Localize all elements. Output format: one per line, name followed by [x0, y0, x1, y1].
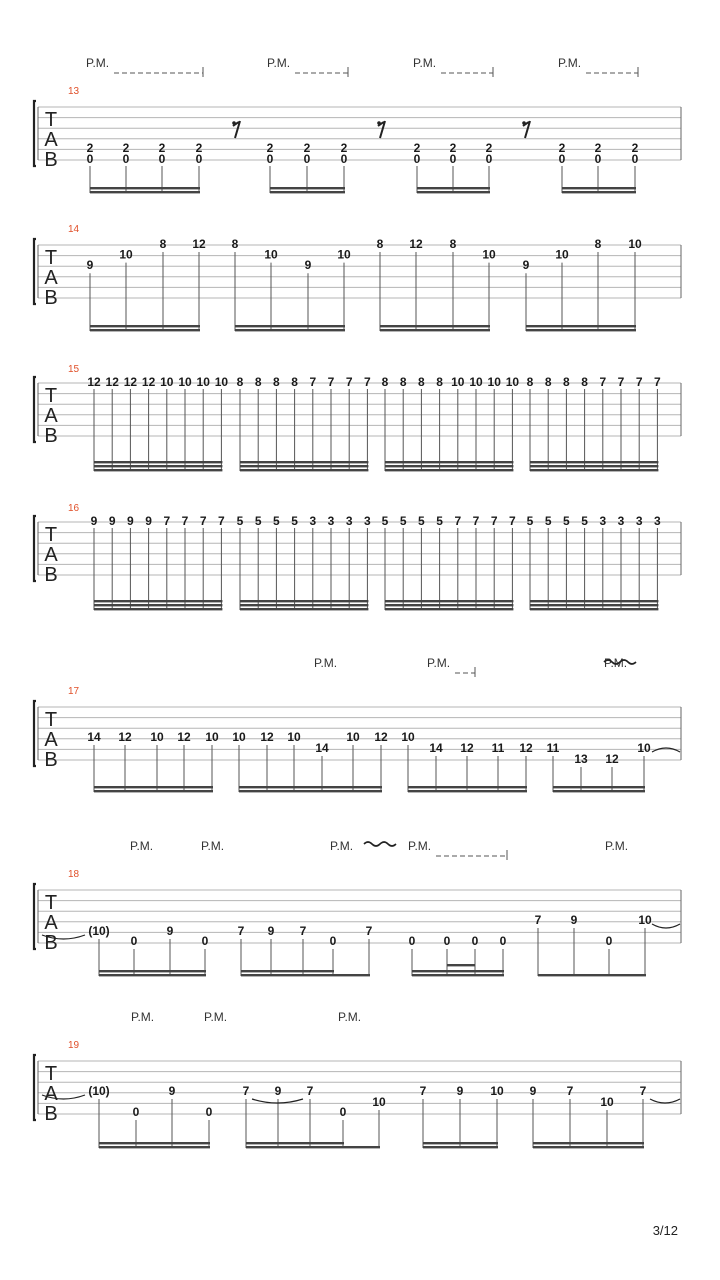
fret-number: 2	[86, 141, 94, 155]
fret-number: 0	[158, 152, 166, 166]
fret-number: 13	[574, 752, 588, 766]
beam	[530, 600, 658, 602]
fret-number: 5	[291, 514, 298, 528]
fret-number: 3	[309, 514, 317, 528]
fret-number: 8	[418, 375, 425, 389]
fret-number: 5	[526, 514, 534, 528]
palm-mute-label: P.M.	[427, 656, 451, 670]
fret-number: 0	[303, 152, 311, 166]
fret-number: 9	[456, 1084, 464, 1098]
fret-number: 0	[443, 934, 451, 948]
palm-mute-label: P.M.	[267, 56, 291, 70]
fret-number: 0	[408, 934, 416, 948]
palm-mute-label: P.M.	[558, 56, 582, 70]
fret-number: 8	[563, 375, 570, 389]
beam	[239, 790, 382, 792]
fret-number: 7	[364, 375, 371, 389]
fret-number: 0	[340, 152, 348, 166]
fret-number: 7	[534, 913, 542, 927]
measure-number: 15	[68, 364, 80, 375]
fret-number: 2	[303, 141, 311, 155]
fret-number: 2	[195, 141, 203, 155]
fret-number: 14	[429, 741, 443, 755]
measure-number: 13	[68, 86, 80, 97]
fret-number: 3	[327, 514, 335, 528]
beam	[235, 329, 345, 331]
fret-number: 2	[631, 141, 639, 155]
fret-number: 12	[105, 375, 119, 389]
rest-dot	[522, 121, 526, 125]
beam	[553, 786, 645, 788]
beam	[241, 970, 334, 972]
beam	[94, 786, 213, 788]
beam	[99, 974, 206, 976]
fret-number: 3	[345, 514, 353, 528]
fret-number: 7	[509, 514, 516, 528]
tab-clef-t: T	[44, 524, 58, 546]
fret-number: 5	[236, 514, 244, 528]
beam	[408, 790, 527, 792]
tie	[652, 924, 680, 928]
system-13	[34, 56, 681, 193]
fret-number: 9	[274, 1084, 282, 1098]
fret-number: 10	[451, 375, 465, 389]
fret-number: 3	[599, 514, 607, 528]
fret-number: 8	[291, 375, 298, 389]
beam	[99, 970, 206, 972]
fret-number: 7	[306, 1084, 314, 1098]
beam	[530, 465, 658, 467]
fret-number: 8	[254, 375, 262, 389]
fret-number: 5	[399, 514, 407, 528]
beam	[385, 608, 513, 610]
beam	[412, 970, 504, 972]
tie	[650, 1099, 680, 1103]
palm-mute-label: P.M.	[408, 839, 432, 853]
fret-number: 0	[471, 934, 479, 948]
fret-number: 0	[130, 934, 138, 948]
vibrato-mark	[364, 842, 396, 846]
beam	[380, 329, 490, 331]
system-14	[34, 224, 681, 331]
beam	[530, 608, 658, 610]
fret-number: 0	[605, 934, 613, 948]
beam	[94, 465, 222, 467]
fret-number: 10	[214, 375, 229, 389]
fret-number: 0	[122, 152, 130, 166]
beam	[526, 325, 636, 327]
beam	[246, 1146, 380, 1148]
tab-clef-b: B	[44, 149, 58, 171]
fret-number: 0	[205, 1105, 213, 1119]
tab-clef-b: B	[44, 564, 58, 586]
tab-clef-t: T	[44, 247, 58, 269]
fret-number: 10	[482, 247, 496, 262]
beam	[385, 461, 513, 463]
fret-number: 8	[236, 375, 244, 389]
fret-number: 3	[364, 514, 371, 528]
tab-clef-b: B	[44, 1103, 58, 1125]
beam	[530, 469, 658, 471]
beam	[412, 974, 504, 976]
fret-number: 12	[123, 375, 138, 389]
fret-number: 0	[558, 152, 566, 166]
beam	[385, 600, 513, 602]
fret-number: 9	[522, 258, 530, 273]
beam	[447, 964, 475, 966]
fret-number: 2	[122, 141, 130, 155]
fret-number: (10)	[88, 1084, 110, 1098]
fret-number: 0	[594, 152, 602, 166]
fret-number: 3	[617, 514, 625, 528]
fret-number: 12	[118, 730, 132, 744]
fret-number: 0	[449, 152, 457, 166]
beam	[94, 461, 222, 463]
beam	[90, 191, 200, 193]
beam	[240, 465, 368, 467]
fret-number: 9	[127, 514, 134, 528]
beam	[530, 461, 658, 463]
palm-mute-label: P.M.	[413, 56, 437, 70]
system-17	[34, 656, 681, 792]
fret-number: 3	[635, 514, 643, 528]
fret-number: 7	[599, 375, 607, 389]
fret-number: 8	[436, 375, 443, 389]
fret-number: 0	[195, 152, 203, 166]
beam	[526, 329, 636, 331]
fret-number: 12	[409, 237, 423, 251]
fret-number: 7	[327, 375, 335, 389]
fret-number: 10	[487, 375, 501, 389]
fret-number: 8	[376, 237, 384, 251]
fret-number: 7	[345, 375, 353, 389]
fret-number: 10	[232, 730, 246, 744]
fret-number: 5	[254, 514, 262, 528]
fret-number: 5	[544, 514, 552, 528]
fret-number: 0	[132, 1105, 140, 1119]
measure-number: 16	[68, 503, 80, 514]
fret-number: 10	[505, 375, 520, 389]
beam	[240, 600, 368, 602]
fret-number: 3	[654, 514, 661, 528]
fret-number: 14	[315, 741, 329, 755]
fret-number: 9	[90, 514, 98, 528]
measure-number: 18	[68, 869, 80, 880]
fret-number: 10	[346, 730, 360, 744]
tab-clef-b: B	[44, 932, 58, 954]
beam	[408, 786, 527, 788]
beam	[94, 604, 222, 606]
fret-number: 7	[472, 514, 480, 528]
beam	[235, 325, 345, 327]
fret-number: 2	[340, 141, 348, 155]
beam	[385, 469, 513, 471]
beam	[533, 1142, 644, 1144]
beam	[240, 461, 368, 463]
fret-number: 0	[631, 152, 639, 166]
fret-number: 10	[600, 1095, 614, 1109]
fret-number: (10)	[88, 924, 110, 938]
fret-number: 9	[529, 1084, 537, 1098]
beam	[90, 187, 200, 189]
fret-number: 2	[413, 141, 421, 155]
palm-mute-label: P.M.	[330, 839, 354, 853]
beam	[562, 191, 636, 193]
palm-mute-label: P.M.	[604, 656, 628, 670]
fret-number: 0	[339, 1105, 347, 1119]
fret-number: 7	[365, 924, 373, 938]
fret-number: 7	[242, 1084, 250, 1098]
beam	[90, 325, 200, 327]
fret-number: 10	[337, 247, 351, 262]
tab-clef-a: A	[44, 129, 58, 151]
palm-mute-label: P.M.	[204, 1010, 228, 1024]
fret-number: 5	[381, 514, 389, 528]
fret-number: 9	[570, 913, 578, 927]
fret-number: 11	[546, 741, 560, 755]
fret-number: 14	[87, 730, 101, 744]
fret-number: 8	[231, 237, 239, 251]
fret-number: 10	[555, 247, 569, 262]
beam	[99, 1142, 210, 1144]
fret-number: 7	[163, 514, 171, 528]
fret-number: 12	[177, 730, 191, 744]
beam	[533, 1146, 644, 1148]
fret-number: 5	[273, 514, 280, 528]
fret-number: 12	[141, 375, 156, 389]
beam	[385, 604, 513, 606]
palm-mute-label: P.M.	[86, 56, 110, 70]
fret-number: 9	[166, 924, 174, 938]
beam	[270, 191, 345, 193]
beam	[240, 608, 368, 610]
fret-number: 7	[639, 1084, 647, 1098]
rest-dot	[232, 121, 236, 125]
beam	[99, 1146, 210, 1148]
tab-clef-b: B	[44, 749, 58, 771]
fret-number: 10	[469, 375, 483, 389]
fret-number: 5	[436, 514, 443, 528]
beam	[239, 786, 382, 788]
fret-number: 0	[499, 934, 507, 948]
fret-number: 7	[454, 514, 462, 528]
beam	[94, 600, 222, 602]
tab-clef-a: A	[44, 405, 58, 427]
fret-number: 12	[260, 730, 274, 744]
tab-clef-t: T	[44, 109, 58, 131]
fret-number: 9	[145, 514, 152, 528]
beam	[94, 790, 213, 792]
beam	[94, 469, 222, 471]
fret-number: 10	[196, 375, 210, 389]
fret-number: 7	[299, 924, 307, 938]
fret-number: 0	[266, 152, 274, 166]
system-18	[34, 839, 681, 976]
fret-number: 5	[581, 514, 588, 528]
fret-number: 8	[526, 375, 534, 389]
fret-number: 7	[309, 375, 317, 389]
fret-number: 7	[218, 514, 225, 528]
beam	[423, 1142, 498, 1144]
fret-number: 12	[460, 741, 474, 755]
tab-clef-a: A	[44, 544, 58, 566]
system-16	[34, 503, 681, 610]
beam	[380, 325, 490, 327]
palm-mute-label: P.M.	[201, 839, 225, 853]
fret-number: 7	[635, 375, 643, 389]
tab-clef-t: T	[44, 709, 58, 731]
fret-number: 0	[86, 152, 94, 166]
palm-mute-label: P.M.	[605, 839, 629, 853]
beam	[417, 187, 490, 189]
fret-number: 7	[654, 375, 661, 389]
fret-number: 10	[160, 375, 174, 389]
fret-number: 8	[449, 237, 457, 251]
fret-number: 10	[178, 375, 192, 389]
fret-number: 2	[449, 141, 457, 155]
palm-mute-label: P.M.	[130, 839, 154, 853]
rest-dot	[377, 121, 381, 125]
fret-number: 9	[86, 258, 94, 273]
tab-clef-t: T	[44, 892, 58, 914]
fret-number: 0	[485, 152, 493, 166]
fret-number: 0	[201, 934, 209, 948]
fret-number: 9	[108, 514, 116, 528]
fret-number: 7	[237, 924, 245, 938]
system-bracket	[34, 701, 36, 766]
tab-clef-a: A	[44, 267, 58, 289]
beam	[240, 604, 368, 606]
fret-number: 7	[490, 514, 498, 528]
tab-clef-b: B	[44, 425, 58, 447]
fret-number: 12	[192, 237, 206, 251]
fret-number: 8	[399, 375, 407, 389]
fret-number: 8	[381, 375, 389, 389]
fret-number: 8	[581, 375, 588, 389]
fret-number: 12	[605, 752, 619, 766]
beam	[94, 608, 222, 610]
fret-number: 9	[304, 258, 312, 273]
fret-number: 2	[594, 141, 602, 155]
system-bracket	[34, 377, 36, 442]
fret-number: 12	[374, 730, 388, 744]
fret-number: 2	[158, 141, 166, 155]
fret-number: 12	[87, 375, 101, 389]
fret-number: 10	[490, 1084, 504, 1098]
fret-number: 9	[168, 1084, 176, 1098]
beam	[246, 1142, 344, 1144]
palm-mute-label: P.M.	[131, 1010, 155, 1024]
system-bracket	[34, 516, 36, 581]
fret-number: 8	[159, 237, 167, 251]
page-number: 3/12	[652, 1223, 678, 1238]
fret-number: 10	[264, 247, 278, 262]
system-bracket	[34, 239, 36, 304]
staff	[34, 101, 681, 171]
staff	[34, 1055, 681, 1125]
fret-number: 7	[199, 514, 207, 528]
beam	[530, 604, 658, 606]
fret-number: 10	[150, 730, 164, 744]
beam	[417, 191, 490, 193]
fret-number: 0	[329, 934, 337, 948]
measure-number: 14	[68, 224, 80, 235]
measure-number: 17	[68, 686, 80, 697]
fret-number: 7	[181, 514, 189, 528]
system-bracket	[34, 884, 36, 949]
fret-number: 10	[372, 1095, 386, 1109]
beam	[90, 329, 200, 331]
tie	[652, 748, 680, 752]
beam	[423, 1146, 498, 1148]
fret-number: 12	[519, 741, 533, 755]
fret-number: 7	[566, 1084, 574, 1098]
fret-number: 7	[617, 375, 625, 389]
system-bracket	[34, 101, 36, 166]
fret-number: 10	[637, 741, 651, 755]
system-bracket	[34, 1055, 36, 1120]
fret-number: 10	[638, 913, 652, 927]
fret-number: 5	[418, 514, 425, 528]
fret-number: 10	[401, 730, 415, 744]
measure-number: 19	[68, 1040, 80, 1051]
tab-clef-a: A	[44, 729, 58, 751]
beam	[385, 465, 513, 467]
beam	[538, 974, 646, 976]
tab-clef-a: A	[44, 912, 58, 934]
fret-number: 2	[266, 141, 274, 155]
fret-number: 10	[628, 237, 642, 251]
tab-clef-a: A	[44, 1083, 58, 1105]
fret-number: 11	[491, 741, 505, 755]
fret-number: 10	[287, 730, 301, 744]
beam	[270, 187, 345, 189]
system-19	[34, 1010, 681, 1148]
tab-clef-b: B	[44, 287, 58, 309]
beam	[562, 187, 636, 189]
beam	[240, 469, 368, 471]
fret-number: 8	[594, 237, 602, 251]
system-15	[34, 364, 681, 471]
fret-number: 5	[563, 514, 570, 528]
palm-mute-label: P.M.	[314, 656, 338, 670]
fret-number: 10	[205, 730, 219, 744]
fret-number: 2	[485, 141, 493, 155]
fret-number: 2	[558, 141, 566, 155]
fret-number: 8	[273, 375, 280, 389]
tab-clef-t: T	[44, 385, 58, 407]
beam	[553, 790, 645, 792]
palm-mute-label: P.M.	[338, 1010, 362, 1024]
fret-number: 8	[544, 375, 552, 389]
fret-number: 7	[419, 1084, 427, 1098]
fret-number: 9	[267, 924, 275, 938]
fret-number: 10	[119, 247, 133, 262]
beam	[241, 974, 370, 976]
fret-number: 0	[413, 152, 421, 166]
tab-clef-t: T	[44, 1063, 58, 1085]
